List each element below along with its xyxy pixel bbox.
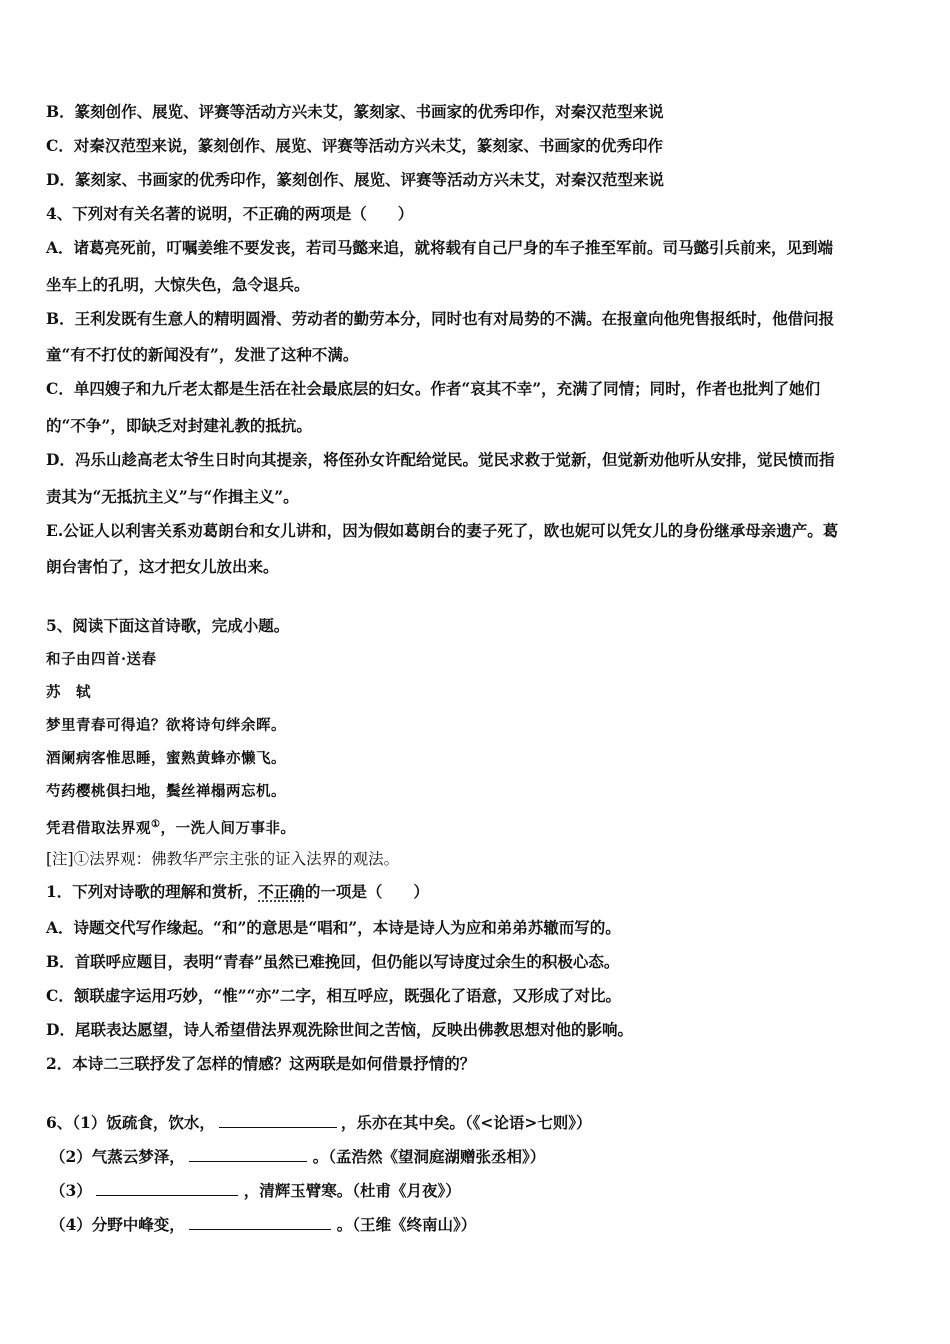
- q6-item-4: [50, 1215, 476, 1235]
- q6-item-4-post: 。（王维《终南山》）: [336, 1215, 477, 1234]
- q6-item-3-pre: （3）: [50, 1181, 92, 1200]
- q4-option-b-line2: 童“有不打仗的新闻没有”，发泄了这种不满。: [46, 345, 359, 364]
- poem-line-1: 梦里青春可得追？欲将诗句绊余晖。: [46, 717, 286, 734]
- q3-option-c: C．对秦汉范型来说，篆刻创作、展览、评赛等活动方兴未艾，篆刻家、书画家的优秀印作: [46, 136, 663, 155]
- poem-line-2: 酒阑病客惟思睡，蜜熟黄蜂亦懒飞。: [46, 750, 286, 767]
- poem-line-4: [46, 815, 295, 839]
- q6-item-1: [46, 1113, 592, 1133]
- q6-item-1-post: ，乐亦在其中矣。（《<论语>七则》）: [340, 1113, 592, 1132]
- q4-option-a-line2: 坐车上的孔明，大惊失色，急令退兵。: [46, 275, 310, 294]
- q6-blank-2[interactable]: [189, 1147, 307, 1162]
- q4-option-c-line2: 的“不争”，即缺乏对封建礼教的抵抗。: [46, 416, 312, 435]
- q5-sub1-option-b: B．首联呼应题目，表明“青春”虽然已难挽回，但仍能以写诗度过余生的积极心态。: [46, 952, 620, 971]
- q6-item-1-pre: 6、（1）饭疏食，饮水，: [46, 1113, 215, 1132]
- q6-item-4-pre: （4）分野中峰变，: [50, 1215, 185, 1234]
- q6-item-2-pre: （2）气蒸云梦泽，: [50, 1147, 185, 1166]
- q6-item-3-post: ，清辉玉臂寒。（杜甫《月夜》）: [243, 1181, 461, 1200]
- q4-stem: 4、下列对有关名著的说明，不正确的两项是（ ）: [46, 204, 414, 223]
- q4-option-e-line2: 朗台害怕了，这才把女儿放出来。: [46, 557, 279, 576]
- q6-item-3: [50, 1181, 461, 1201]
- q5-sub1-option-a: A．诗题交代写作缘起。“和”的意思是“唱和”，本诗是诗人为应和弟弟苏辙而写的。: [46, 918, 621, 937]
- q6-item-2: [50, 1147, 545, 1167]
- q5-sub1-emphasis: 不正确: [258, 882, 305, 901]
- q4-option-e-line1: E.公证人以利害关系劝葛朗台和女儿讲和，因为假如葛朗台的妻子死了，欧也妮可以凭女儿的身份继承母亲遗产。葛: [46, 521, 839, 540]
- q6-blank-3[interactable]: [96, 1181, 238, 1196]
- q5-sub1-stem-post: 的一项是（ ）: [304, 882, 429, 901]
- q5-sub1-option-c: C．颔联虚字运用巧妙，“惟”“亦”二字，相互呼应，既强化了语意，又形成了对比。: [46, 986, 622, 1005]
- q4-option-b-line1: B．王利发既有生意人的精明圆滑、劳动者的勤劳本分，同时也有对局势的不满。在报童向他兜售报纸时，他借问报: [46, 309, 835, 328]
- q6-blank-1[interactable]: [219, 1113, 337, 1128]
- q5-sub2: 2．本诗二三联抒发了怎样的情感？这两联是如何借景抒情的？: [46, 1054, 476, 1073]
- q5-sub1-stem: [46, 882, 429, 902]
- q4-option-d-line2: 责其为“无抵抗主义”与“作揖主义”。: [46, 487, 299, 506]
- q6-blank-4[interactable]: [189, 1215, 331, 1230]
- poem-title: 和子由四首·送春: [46, 651, 157, 668]
- poem-line-3: 芍药樱桃俱扫地，鬓丝禅榻两忘机。: [46, 783, 286, 800]
- q3-option-d: D．篆刻家、书画家的优秀印作，篆刻创作、展览、评赛等活动方兴未艾，对秦汉范型来说: [46, 170, 664, 189]
- q3-option-b: B．篆刻创作、展览、评赛等活动方兴未艾，篆刻家、书画家的优秀印作，对秦汉范型来说: [46, 102, 664, 121]
- poem-line-4-text: 凭君借取法界观: [46, 819, 151, 837]
- q4-option-c-line1: C．单四嫂子和九斤老太都是生活在社会最底层的妇女。作者“哀其不幸”，充满了同情；同时，作者也批判了她们: [46, 379, 821, 398]
- poem-author: 苏 轼: [46, 684, 91, 701]
- q4-option-d-line1: D．冯乐山趁高老太爷生日时向其提亲，将侄孙女许配给觉民。觉民求救于觉新，但觉新劝他听从安排，觉民愤而指: [46, 450, 835, 469]
- q4-option-a-line1: A．诸葛亮死前，叮嘱姜维不要发丧，若司马懿来追，就将载有自己尸身的车子推至军前。司马懿引兵前来，见到端: [46, 238, 834, 257]
- poem-line-4-end: ，一洗人间万事非。: [160, 819, 296, 837]
- q6-item-2-post: 。（孟浩然《望洞庭湖赠张丞相》）: [312, 1147, 546, 1166]
- q5-sub1-option-d: D．尾联表达愿望，诗人希望借法界观洗除世间之苦恼，反映出佛教思想对他的影响。: [46, 1020, 633, 1039]
- q5-stem: 5、阅读下面这首诗歌，完成小题。: [46, 616, 290, 635]
- poem-note: [注]①法界观：佛教华严宗主张的证入法界的观法。: [46, 850, 400, 868]
- footnote-marker: ①: [151, 819, 161, 830]
- q5-sub1-stem-pre: 1．下列对诗歌的理解和赏析，: [46, 882, 259, 901]
